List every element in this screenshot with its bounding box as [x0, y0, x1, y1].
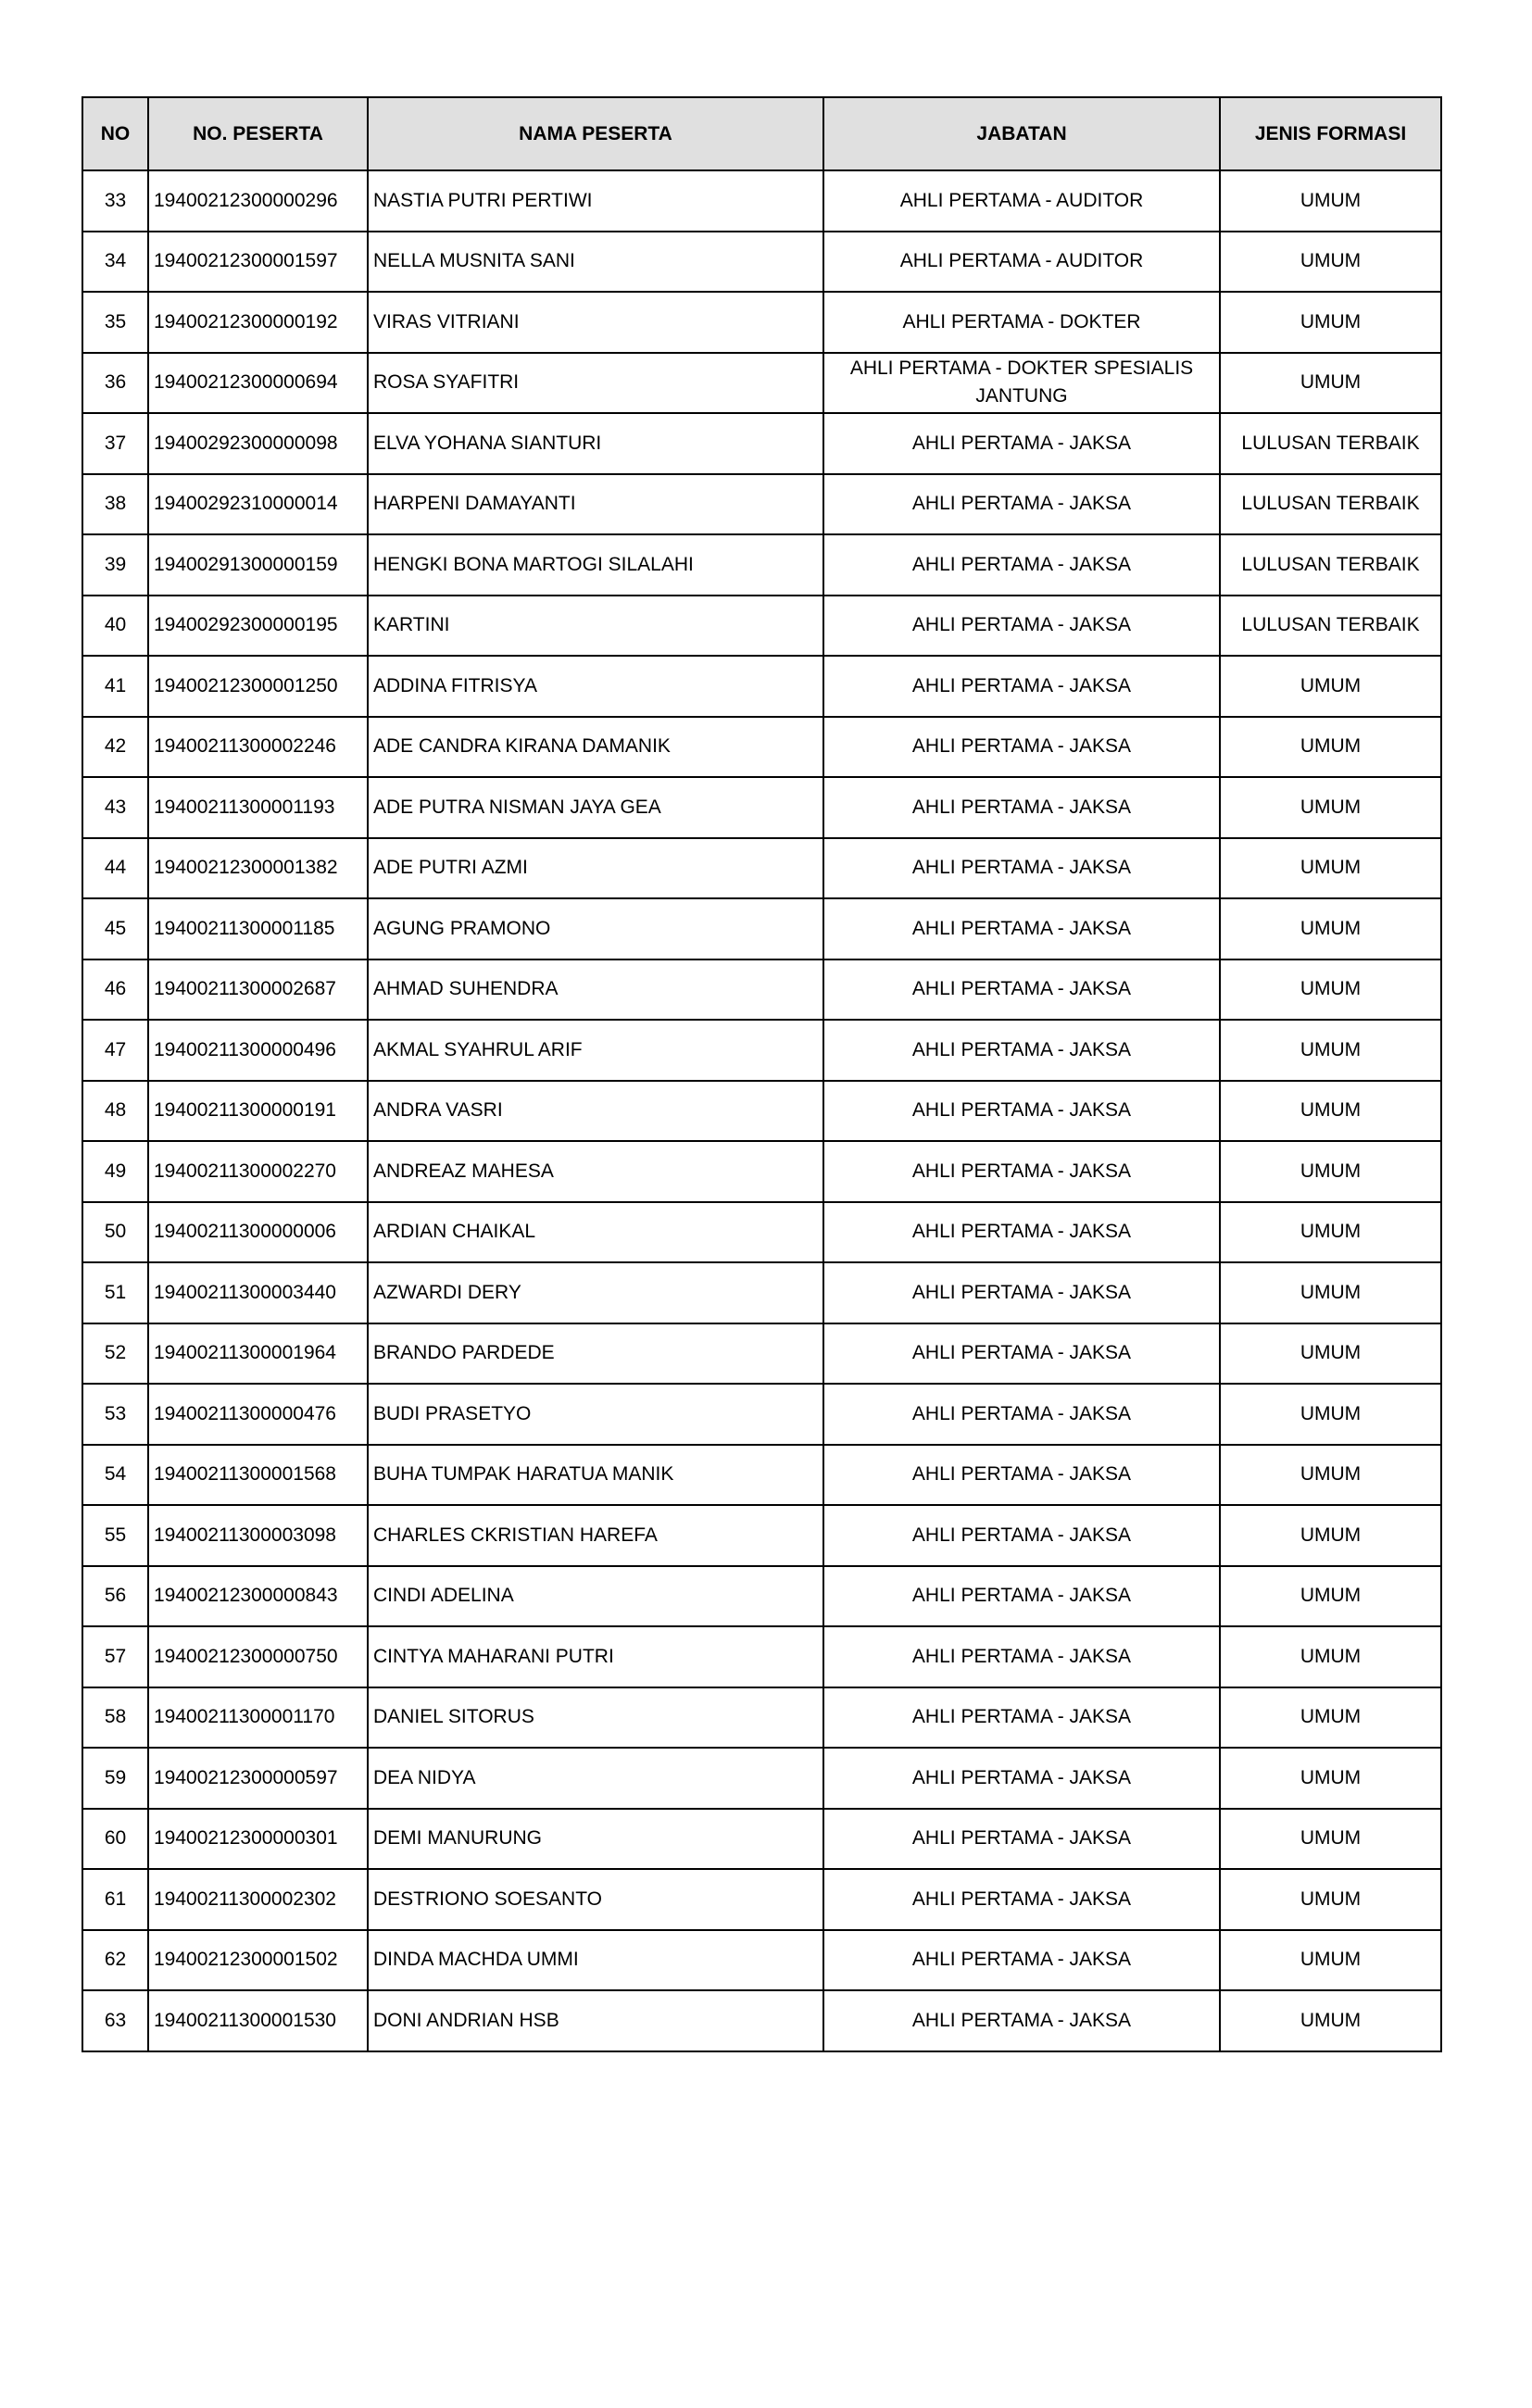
- cell-jabatan: AHLI PERTAMA - JAKSA: [823, 717, 1220, 778]
- cell-jabatan: AHLI PERTAMA - JAKSA: [823, 1323, 1220, 1385]
- cell-no-peserta: 19400211300001568: [148, 1445, 368, 1506]
- cell-jenis-formasi: UMUM: [1220, 292, 1441, 353]
- cell-no: 55: [82, 1505, 148, 1566]
- cell-jabatan: AHLI PERTAMA - JAKSA: [823, 1445, 1220, 1506]
- cell-no-peserta: 19400211300001964: [148, 1323, 368, 1385]
- cell-no: 47: [82, 1020, 148, 1081]
- cell-nama-peserta: AGUNG PRAMONO: [368, 898, 823, 959]
- cell-jabatan: AHLI PERTAMA - AUDITOR: [823, 170, 1220, 232]
- cell-jenis-formasi: UMUM: [1220, 1566, 1441, 1627]
- cell-no: 38: [82, 474, 148, 535]
- table-row: [82, 1869, 1441, 1930]
- cell-no: 52: [82, 1323, 148, 1385]
- cell-jabatan: AHLI PERTAMA - JAKSA: [823, 534, 1220, 596]
- cell-jenis-formasi: LULUSAN TERBAIK: [1220, 534, 1441, 596]
- cell-no-peserta: 19400212300000843: [148, 1566, 368, 1627]
- table-row: [82, 534, 1441, 596]
- cell-no: 50: [82, 1202, 148, 1263]
- header-nama-peserta: NAMA PESERTA: [368, 97, 823, 170]
- cell-no: 33: [82, 170, 148, 232]
- cell-nama-peserta: DEMI MANURUNG: [368, 1809, 823, 1870]
- cell-no: 37: [82, 413, 148, 474]
- cell-jabatan: AHLI PERTAMA - DOKTER: [823, 292, 1220, 353]
- cell-no-peserta: 19400212300001382: [148, 838, 368, 899]
- cell-jenis-formasi: UMUM: [1220, 1020, 1441, 1081]
- cell-no: 41: [82, 656, 148, 717]
- cell-jabatan: AHLI PERTAMA - JAKSA: [823, 413, 1220, 474]
- cell-no-peserta: 19400211300000496: [148, 1020, 368, 1081]
- cell-no-peserta: 19400211300003440: [148, 1262, 368, 1323]
- cell-no: 35: [82, 292, 148, 353]
- cell-nama-peserta: ELVA YOHANA SIANTURI: [368, 413, 823, 474]
- table-row: [82, 959, 1441, 1021]
- cell-jenis-formasi: UMUM: [1220, 1748, 1441, 1809]
- cell-nama-peserta: HENGKI BONA MARTOGI SILALAHI: [368, 534, 823, 596]
- cell-nama-peserta: DINDA MACHDA UMMI: [368, 1930, 823, 1991]
- cell-no: 57: [82, 1626, 148, 1687]
- cell-nama-peserta: ARDIAN CHAIKAL: [368, 1202, 823, 1263]
- cell-nama-peserta: BRANDO PARDEDE: [368, 1323, 823, 1385]
- cell-jenis-formasi: UMUM: [1220, 959, 1441, 1021]
- table-row: [82, 1020, 1441, 1081]
- cell-jabatan: AHLI PERTAMA - JAKSA: [823, 474, 1220, 535]
- cell-jenis-formasi: UMUM: [1220, 898, 1441, 959]
- cell-no: 62: [82, 1930, 148, 1991]
- cell-nama-peserta: DEA NIDYA: [368, 1748, 823, 1809]
- cell-no: 39: [82, 534, 148, 596]
- cell-jabatan: AHLI PERTAMA - JAKSA: [823, 1202, 1220, 1263]
- cell-nama-peserta: ADDINA FITRISYA: [368, 656, 823, 717]
- cell-nama-peserta: BUDI PRASETYO: [368, 1384, 823, 1445]
- cell-jabatan: AHLI PERTAMA - JAKSA: [823, 1626, 1220, 1687]
- cell-jabatan: AHLI PERTAMA - JAKSA: [823, 596, 1220, 657]
- cell-jabatan: AHLI PERTAMA - JAKSA: [823, 656, 1220, 717]
- cell-nama-peserta: DANIEL SITORUS: [368, 1687, 823, 1749]
- cell-nama-peserta: NASTIA PUTRI PERTIWI: [368, 170, 823, 232]
- cell-jenis-formasi: UMUM: [1220, 1626, 1441, 1687]
- participant-table: [82, 96, 1442, 2052]
- cell-no-peserta: 19400212300000296: [148, 170, 368, 232]
- cell-jenis-formasi: UMUM: [1220, 1687, 1441, 1749]
- cell-jenis-formasi: UMUM: [1220, 1202, 1441, 1263]
- cell-jabatan: AHLI PERTAMA - JAKSA: [823, 777, 1220, 838]
- cell-no-peserta: 19400211300000476: [148, 1384, 368, 1445]
- cell-no-peserta: 19400292300000098: [148, 413, 368, 474]
- table-row: [82, 1081, 1441, 1142]
- table-row: [82, 1262, 1441, 1323]
- cell-no-peserta: 19400212300000694: [148, 353, 368, 414]
- cell-no: 54: [82, 1445, 148, 1506]
- cell-jenis-formasi: UMUM: [1220, 353, 1441, 414]
- cell-no-peserta: 19400211300001185: [148, 898, 368, 959]
- cell-nama-peserta: CINDI ADELINA: [368, 1566, 823, 1627]
- header-jenis-formasi: JENIS FORMASI: [1220, 97, 1441, 170]
- cell-no: 58: [82, 1687, 148, 1749]
- cell-no: 40: [82, 596, 148, 657]
- cell-jenis-formasi: UMUM: [1220, 1930, 1441, 1991]
- cell-no-peserta: 19400211300000006: [148, 1202, 368, 1263]
- table-row: [82, 656, 1441, 717]
- cell-no: 59: [82, 1748, 148, 1809]
- cell-no-peserta: 19400212300001250: [148, 656, 368, 717]
- cell-no-peserta: 19400211300003098: [148, 1505, 368, 1566]
- cell-no-peserta: 19400291300000159: [148, 534, 368, 596]
- cell-no-peserta: 19400211300001170: [148, 1687, 368, 1749]
- cell-jenis-formasi: UMUM: [1220, 1081, 1441, 1142]
- cell-no-peserta: 19400211300002270: [148, 1141, 368, 1202]
- cell-jabatan: AHLI PERTAMA - JAKSA: [823, 1869, 1220, 1930]
- cell-no-peserta: 19400211300001530: [148, 1990, 368, 2051]
- table-row: [82, 838, 1441, 899]
- table-row: [82, 232, 1441, 293]
- cell-no: 48: [82, 1081, 148, 1142]
- table-row: [82, 1687, 1441, 1749]
- header-jabatan: JABATAN: [823, 97, 1220, 170]
- table-body: [82, 170, 1441, 2051]
- cell-no-peserta: 19400292310000014: [148, 474, 368, 535]
- cell-no-peserta: 19400292300000195: [148, 596, 368, 657]
- table-row: [82, 353, 1441, 414]
- cell-nama-peserta: ANDRA VASRI: [368, 1081, 823, 1142]
- cell-nama-peserta: KARTINI: [368, 596, 823, 657]
- cell-nama-peserta: VIRAS VITRIANI: [368, 292, 823, 353]
- cell-jenis-formasi: UMUM: [1220, 170, 1441, 232]
- cell-nama-peserta: AKMAL SYAHRUL ARIF: [368, 1020, 823, 1081]
- header-row: [82, 97, 1441, 170]
- cell-nama-peserta: ADE PUTRI AZMI: [368, 838, 823, 899]
- table-row: [82, 1384, 1441, 1445]
- cell-no: 49: [82, 1141, 148, 1202]
- table-row: [82, 596, 1441, 657]
- cell-no: 56: [82, 1566, 148, 1627]
- cell-no: 63: [82, 1990, 148, 2051]
- cell-no-peserta: 19400212300001597: [148, 232, 368, 293]
- cell-no: 53: [82, 1384, 148, 1445]
- cell-jabatan: AHLI PERTAMA - DOKTER SPESIALIS JANTUNG: [823, 353, 1220, 414]
- cell-jenis-formasi: UMUM: [1220, 1809, 1441, 1870]
- cell-jenis-formasi: UMUM: [1220, 1384, 1441, 1445]
- table-row: [82, 292, 1441, 353]
- table-row: [82, 1445, 1441, 1506]
- header-no: NO: [82, 97, 148, 170]
- cell-jabatan: AHLI PERTAMA - JAKSA: [823, 1809, 1220, 1870]
- cell-jenis-formasi: UMUM: [1220, 777, 1441, 838]
- cell-no: 34: [82, 232, 148, 293]
- cell-no-peserta: 19400211300002246: [148, 717, 368, 778]
- cell-jenis-formasi: LULUSAN TERBAIK: [1220, 474, 1441, 535]
- cell-no: 60: [82, 1809, 148, 1870]
- cell-nama-peserta: AHMAD SUHENDRA: [368, 959, 823, 1021]
- cell-jabatan: AHLI PERTAMA - JAKSA: [823, 1687, 1220, 1749]
- table-header: [82, 97, 1441, 170]
- cell-jabatan: AHLI PERTAMA - JAKSA: [823, 1990, 1220, 2051]
- cell-no-peserta: 19400211300000191: [148, 1081, 368, 1142]
- table-row: [82, 1202, 1441, 1263]
- table-row: [82, 1566, 1441, 1627]
- cell-nama-peserta: BUHA TUMPAK HARATUA MANIK: [368, 1445, 823, 1506]
- cell-no: 42: [82, 717, 148, 778]
- cell-jabatan: AHLI PERTAMA - JAKSA: [823, 1930, 1220, 1991]
- cell-no-peserta: 19400212300000750: [148, 1626, 368, 1687]
- table-row: [82, 1505, 1441, 1566]
- cell-jenis-formasi: UMUM: [1220, 232, 1441, 293]
- table-row: [82, 1990, 1441, 2051]
- cell-jenis-formasi: UMUM: [1220, 1323, 1441, 1385]
- cell-nama-peserta: CHARLES CKRISTIAN HAREFA: [368, 1505, 823, 1566]
- cell-jenis-formasi: UMUM: [1220, 1141, 1441, 1202]
- cell-jabatan: AHLI PERTAMA - JAKSA: [823, 1505, 1220, 1566]
- cell-no-peserta: 19400212300001502: [148, 1930, 368, 1991]
- document-page: [82, 96, 1442, 2052]
- cell-no: 51: [82, 1262, 148, 1323]
- cell-no: 45: [82, 898, 148, 959]
- table-row: [82, 1141, 1441, 1202]
- cell-nama-peserta: HARPENI DAMAYANTI: [368, 474, 823, 535]
- table-row: [82, 777, 1441, 838]
- cell-no-peserta: 19400212300000192: [148, 292, 368, 353]
- cell-jabatan: AHLI PERTAMA - JAKSA: [823, 1384, 1220, 1445]
- cell-jabatan: AHLI PERTAMA - JAKSA: [823, 959, 1220, 1021]
- cell-no: 44: [82, 838, 148, 899]
- cell-nama-peserta: ADE CANDRA KIRANA DAMANIK: [368, 717, 823, 778]
- cell-jabatan: AHLI PERTAMA - JAKSA: [823, 1141, 1220, 1202]
- cell-jabatan: AHLI PERTAMA - JAKSA: [823, 898, 1220, 959]
- cell-no: 61: [82, 1869, 148, 1930]
- cell-jabatan: AHLI PERTAMA - JAKSA: [823, 838, 1220, 899]
- cell-jenis-formasi: UMUM: [1220, 1869, 1441, 1930]
- cell-jenis-formasi: UMUM: [1220, 1505, 1441, 1566]
- table-row: [82, 1809, 1441, 1870]
- cell-jenis-formasi: LULUSAN TERBAIK: [1220, 413, 1441, 474]
- cell-nama-peserta: ADE PUTRA NISMAN JAYA GEA: [368, 777, 823, 838]
- cell-no: 36: [82, 353, 148, 414]
- cell-jabatan: AHLI PERTAMA - JAKSA: [823, 1020, 1220, 1081]
- header-no-peserta: NO. PESERTA: [148, 97, 368, 170]
- cell-no: 43: [82, 777, 148, 838]
- cell-jenis-formasi: UMUM: [1220, 717, 1441, 778]
- cell-no: 46: [82, 959, 148, 1021]
- cell-jenis-formasi: UMUM: [1220, 1445, 1441, 1506]
- cell-no-peserta: 19400211300002302: [148, 1869, 368, 1930]
- table-row: [82, 1748, 1441, 1809]
- cell-no-peserta: 19400212300000597: [148, 1748, 368, 1809]
- cell-jabatan: AHLI PERTAMA - JAKSA: [823, 1081, 1220, 1142]
- cell-jabatan: AHLI PERTAMA - JAKSA: [823, 1262, 1220, 1323]
- table-row: [82, 898, 1441, 959]
- table-row: [82, 474, 1441, 535]
- cell-nama-peserta: AZWARDI DERY: [368, 1262, 823, 1323]
- cell-jenis-formasi: LULUSAN TERBAIK: [1220, 596, 1441, 657]
- cell-jenis-formasi: UMUM: [1220, 1262, 1441, 1323]
- cell-jabatan: AHLI PERTAMA - JAKSA: [823, 1748, 1220, 1809]
- cell-nama-peserta: DESTRIONO SOESANTO: [368, 1869, 823, 1930]
- cell-jenis-formasi: UMUM: [1220, 1990, 1441, 2051]
- cell-jabatan: AHLI PERTAMA - AUDITOR: [823, 232, 1220, 293]
- table-row: [82, 413, 1441, 474]
- cell-no-peserta: 19400211300002687: [148, 959, 368, 1021]
- table-row: [82, 1323, 1441, 1385]
- cell-nama-peserta: NELLA MUSNITA SANI: [368, 232, 823, 293]
- table-row: [82, 717, 1441, 778]
- cell-no-peserta: 19400212300000301: [148, 1809, 368, 1870]
- cell-nama-peserta: ROSA SYAFITRI: [368, 353, 823, 414]
- cell-nama-peserta: DONI ANDRIAN HSB: [368, 1990, 823, 2051]
- cell-jenis-formasi: UMUM: [1220, 656, 1441, 717]
- cell-no-peserta: 19400211300001193: [148, 777, 368, 838]
- table-row: [82, 1930, 1441, 1991]
- cell-nama-peserta: ANDREAZ MAHESA: [368, 1141, 823, 1202]
- cell-jenis-formasi: UMUM: [1220, 838, 1441, 899]
- cell-nama-peserta: CINTYA MAHARANI PUTRI: [368, 1626, 823, 1687]
- cell-jabatan: AHLI PERTAMA - JAKSA: [823, 1566, 1220, 1627]
- table-row: [82, 1626, 1441, 1687]
- table-row: [82, 170, 1441, 232]
